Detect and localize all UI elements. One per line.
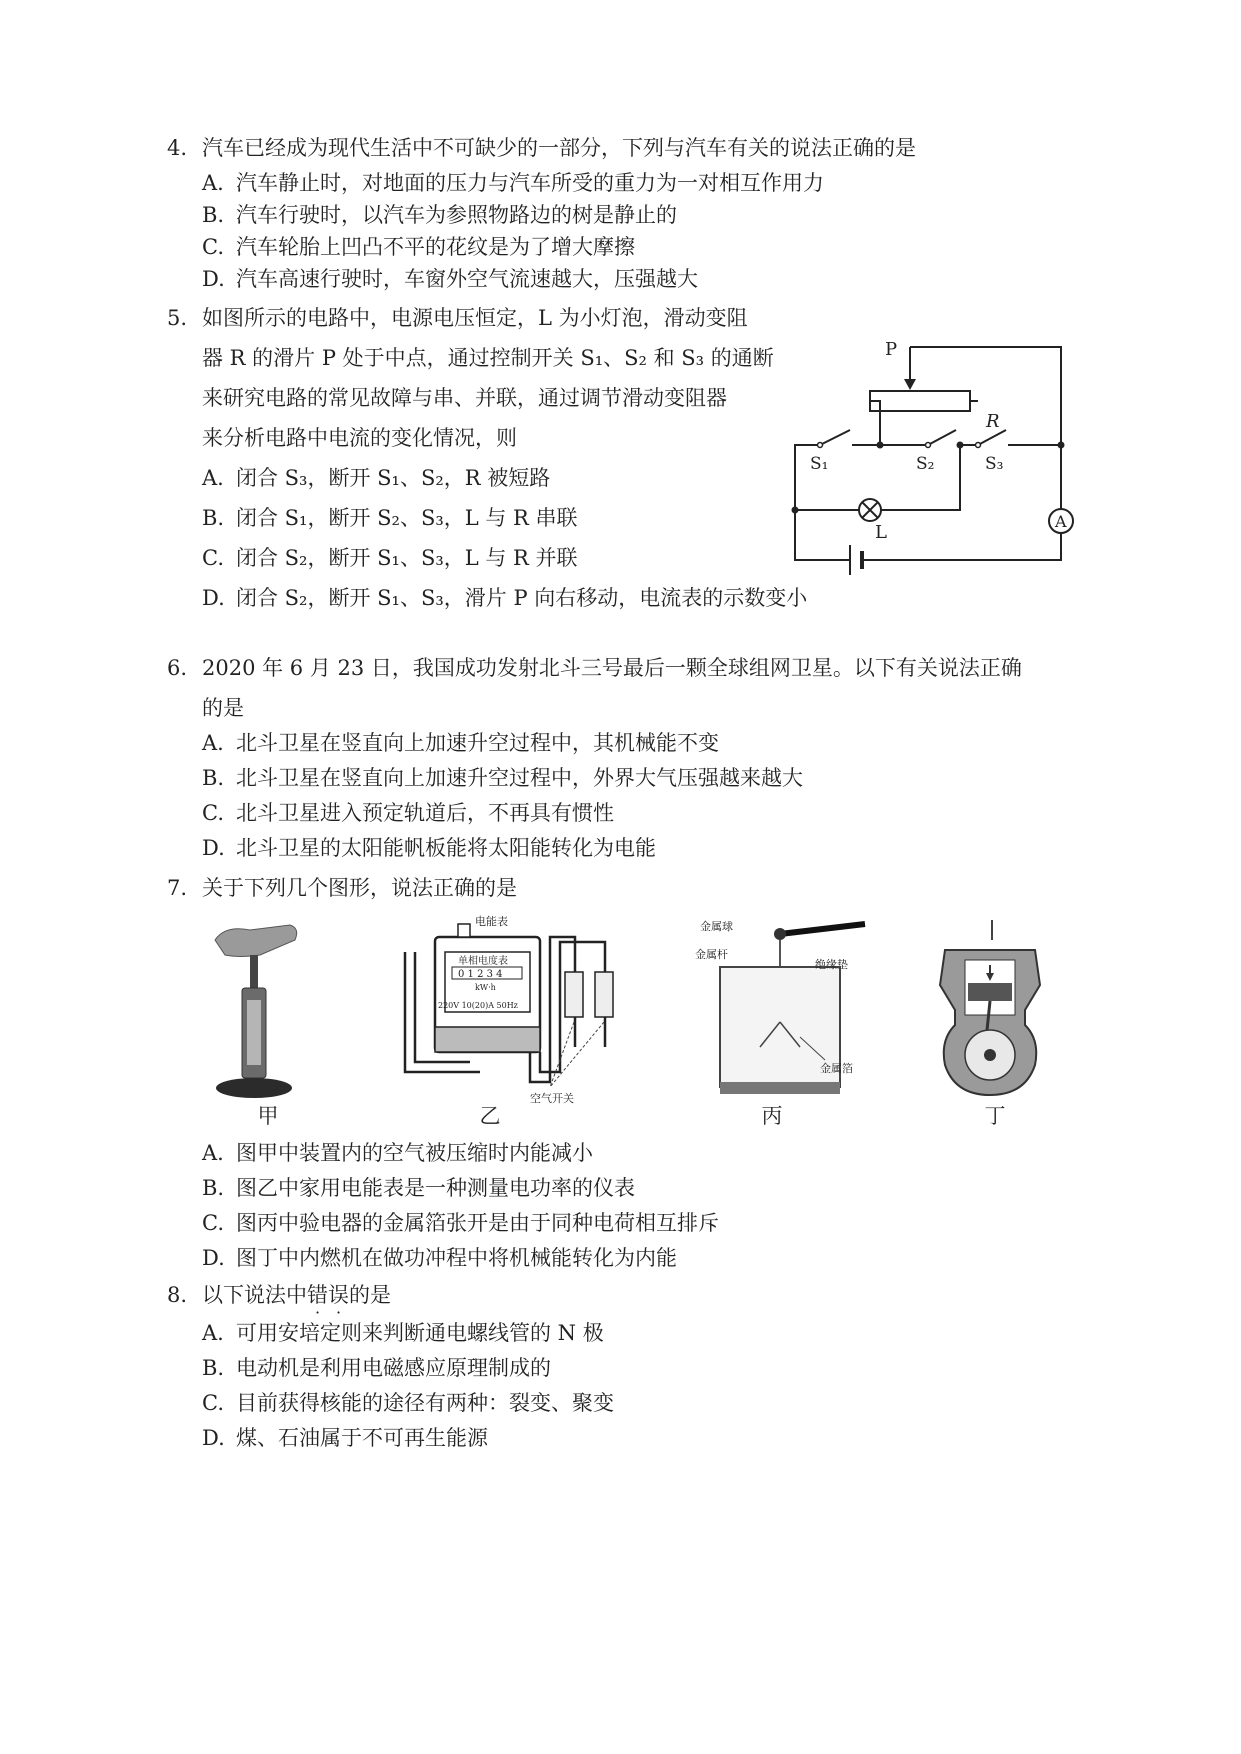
figure-yi-label: 乙 bbox=[479, 1104, 501, 1128]
q5-option-a: A. 闭合 S₃，断开 S₁、S₂，R 被短路 bbox=[202, 466, 551, 490]
metal-rod-label: 金属杆 bbox=[695, 948, 728, 961]
q6-option-b: B. 北斗卫星在竖直向上加速升空过程中，外界大气压强越来越大 bbox=[202, 766, 803, 790]
q8-emphasis: 错误 · · bbox=[307, 1283, 349, 1322]
q5-stem-line-4: 来分析电路中电流的变化情况，则 bbox=[202, 426, 517, 450]
q4-option-a: A. 汽车静止时，对地面的压力与汽车所受的重力为一对相互作用力 bbox=[202, 171, 824, 195]
figure-bing-label: 丙 bbox=[761, 1104, 783, 1128]
circuit-diagram bbox=[780, 335, 1090, 595]
metal-ball-label: 金属球 bbox=[700, 920, 733, 933]
label-r: R bbox=[986, 411, 1000, 432]
q4-stem-text: 汽车已经成为现代生活中不可缺少的一部分，下列与汽车有关的说法正确的是 bbox=[202, 136, 916, 160]
q8-number: 8. bbox=[167, 1283, 188, 1307]
q4-stem bbox=[167, 133, 916, 163]
q6-option-c: C. 北斗卫星进入预定轨道后，不再具有惯性 bbox=[202, 801, 614, 825]
q5-option-c: C. 闭合 S₂，断开 S₁、S₃，L 与 R 并联 bbox=[202, 546, 578, 570]
q5-stem-line-2: 器 R 的滑片 P 处于中点，通过控制开关 S₁、S₂ 和 S₃ 的通断 bbox=[202, 346, 774, 370]
q4-option-c: C. 汽车轮胎上凹凸不平的花纹是为了增大摩擦 bbox=[202, 235, 635, 259]
meter-name: 单相电度表 bbox=[458, 956, 508, 967]
q6-option-a: A. 北斗卫星在竖直向上加速升空过程中，其机械能不变 bbox=[202, 731, 719, 755]
metal-foil-label: 金属箔 bbox=[820, 1062, 853, 1075]
figure-bing bbox=[690, 912, 900, 1102]
q6-stem-line-1: 6. 2020 年 6 月 23 日，我国成功发射北斗三号最后一颗全球组网卫星。以下有关说法正确 bbox=[167, 653, 1022, 683]
air-switch: 空气开关 bbox=[530, 1092, 574, 1105]
q7-number: 7. bbox=[167, 876, 188, 900]
q8-stem: 8. 以下说法中错误 · · 的是 bbox=[167, 1280, 391, 1310]
q7-option-c: C. 图丙中验电器的金属箔张开是由于同种电荷相互排斥 bbox=[202, 1211, 719, 1235]
q5-stem-line-3: 来研究电路的常见故障与串、并联，通过调节滑动变阻器 bbox=[202, 386, 727, 410]
figure-jia-label: 甲 bbox=[257, 1104, 279, 1128]
label-l: L bbox=[875, 522, 887, 543]
meter-unit: kW·h bbox=[475, 983, 496, 992]
q8-option-a: A. 可用安培定则来判断通电螺线管的 N 极 bbox=[202, 1321, 604, 1345]
figure-ding-label: 丁 bbox=[984, 1104, 1006, 1128]
q4-number: 4. bbox=[167, 136, 188, 160]
label-a: A bbox=[1055, 512, 1067, 531]
meter-digits: 0 1 2 3 4 bbox=[458, 969, 503, 980]
meter-spec: 220V 10(20)A 50Hz bbox=[438, 1001, 518, 1010]
label-s3: S₃ bbox=[985, 454, 1004, 474]
meter-title: 电能表 bbox=[475, 915, 508, 928]
label-s1: S₁ bbox=[810, 454, 829, 474]
q7-option-b: B. 图乙中家用电能表是一种测量电功率的仪表 bbox=[202, 1176, 635, 1200]
q6-option-d: D. 北斗卫星的太阳能帆板能将太阳能转化为电能 bbox=[202, 836, 656, 860]
q8-option-d: D. 煤、石油属于不可再生能源 bbox=[202, 1426, 488, 1450]
q6-stem-line-2: 的是 bbox=[202, 696, 244, 720]
q5-option-b: B. 闭合 S₁，断开 S₂、S₃，L 与 R 串联 bbox=[202, 506, 578, 530]
q5-stem-line-1: 5. 如图所示的电路中，电源电压恒定，L 为小灯泡，滑动变阻 bbox=[167, 303, 748, 333]
q7-option-d: D. 图丁中内燃机在做功冲程中将机械能转化为内能 bbox=[202, 1246, 677, 1270]
q5-option-d: D. 闭合 S₂，断开 S₁、S₃，滑片 P 向右移动，电流表的示数变小 bbox=[202, 586, 808, 610]
figure-ding bbox=[930, 915, 1050, 1100]
q5-number: 5. bbox=[167, 306, 188, 330]
figure-jia bbox=[205, 920, 305, 1105]
q8-option-c: C. 目前获得核能的途径有两种：裂变、聚变 bbox=[202, 1391, 614, 1415]
label-p: P bbox=[885, 339, 898, 360]
figure-yi bbox=[400, 912, 620, 1107]
q4-option-d: D. 汽车高速行驶时，车窗外空气流速越大，压强越大 bbox=[202, 267, 698, 291]
q4-option-b: B. 汽车行驶时，以汽车为参照物路边的树是静止的 bbox=[202, 203, 677, 227]
q6-number: 6. bbox=[167, 656, 188, 680]
label-s2: S₂ bbox=[916, 454, 935, 474]
q7-stem: 7. 关于下列几个图形，说法正确的是 bbox=[167, 873, 517, 903]
q7-option-a: A. 图甲中装置内的空气被压缩时内能减小 bbox=[202, 1141, 593, 1165]
insulator-label: 绝缘垫 bbox=[815, 958, 848, 971]
q8-option-b: B. 电动机是利用电磁感应原理制成的 bbox=[202, 1356, 551, 1380]
